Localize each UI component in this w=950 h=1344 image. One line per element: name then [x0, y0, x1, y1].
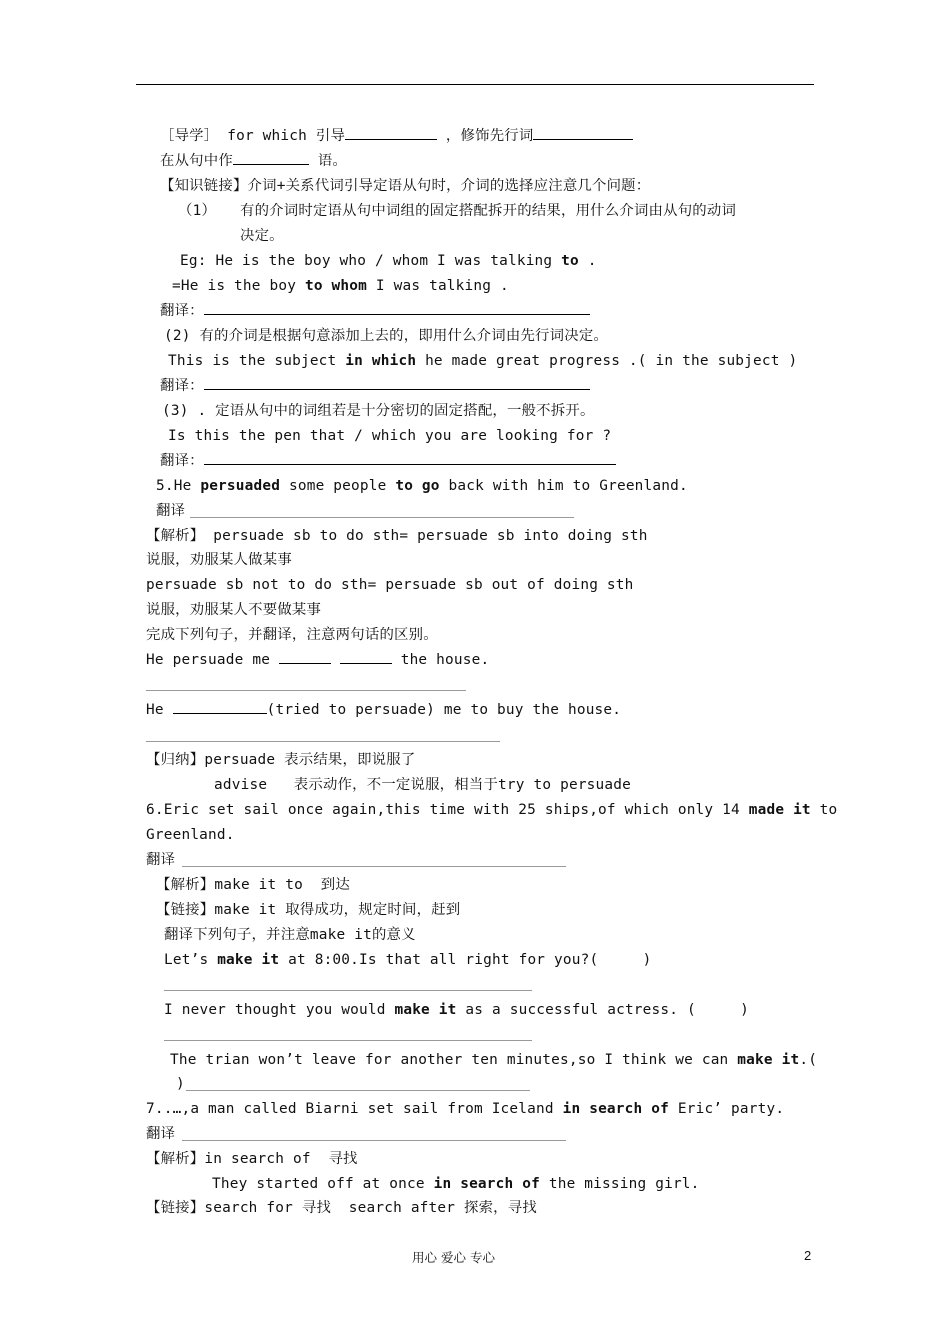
text: as a successful actress. ( ) — [456, 1002, 750, 1018]
bold-text: to go — [395, 478, 440, 494]
line-analysis-1: 【解析】 persuade sb to do sth= persuade sb into doing sth — [146, 528, 648, 544]
line-example-3 — [168, 352, 797, 370]
text: Eric’ party. — [668, 1101, 785, 1117]
line-point-2: (2) 有的介词是根据句意添加上去的，即用什么介词由先行词决定。 — [164, 328, 608, 344]
text: ，修饰先行词 — [437, 128, 534, 144]
line-example-4: Is this the pen that / which you are looking for ? — [168, 428, 612, 444]
line-translate-5-label: 翻译 — [146, 852, 176, 868]
line-summary-advise: advise 表示动作，不一定说服，相当于try to persuade — [214, 777, 632, 793]
text: at 8:00.Is that all right for you?( ) — [279, 952, 652, 968]
line-item-5 — [156, 477, 688, 495]
translation-line[interactable] — [164, 1040, 532, 1041]
text: .( — [799, 1052, 818, 1068]
line-point-1-cont: 决定。 — [240, 228, 284, 244]
blank[interactable] — [279, 651, 331, 664]
header-rule — [136, 84, 814, 85]
text: back with him to Greenland. — [439, 478, 688, 494]
line-analysis-1-cn: 说服，劝服某人做某事 — [146, 552, 292, 568]
text: 翻译： — [160, 378, 204, 394]
translation-line[interactable] — [190, 517, 574, 518]
line-link-make-it: 【链接】make it 取得成功，规定时间，赶到 — [156, 902, 461, 918]
line-item-6 — [146, 801, 837, 819]
bold-text: to whom — [304, 278, 368, 294]
line-analysis-make-it: 【解析】make it to 到达 — [156, 877, 350, 893]
text: Eg: He is the boy who / whom I was talking — [180, 253, 562, 269]
text: . — [578, 253, 597, 269]
line-guide — [160, 127, 633, 145]
text: he made great progress .( in the subject ) — [416, 353, 798, 369]
text: He — [146, 702, 173, 718]
translation-line[interactable] — [146, 741, 500, 742]
translation-line[interactable] — [182, 866, 566, 867]
line-knowledge-link: 【知识链接】介词+关系代词引导定语从句时，介词的选择应注意几个问题： — [160, 178, 651, 194]
bold-text: to — [561, 253, 579, 269]
line-translate-2 — [160, 377, 590, 395]
text: ［导学］ for which 引导 — [160, 128, 346, 144]
translation-blank[interactable] — [204, 452, 616, 465]
blank[interactable] — [533, 127, 633, 140]
blank[interactable] — [233, 152, 309, 165]
text: Let’s — [164, 952, 218, 968]
bold-text: made it — [748, 802, 811, 818]
text — [331, 652, 340, 668]
line-point-1-label: （1） — [178, 203, 217, 219]
line-link-search: 【链接】search for 寻找 search after 探索，寻找 — [146, 1200, 537, 1216]
translation-blank[interactable] — [204, 302, 590, 315]
line-sentence-3 — [170, 1051, 817, 1069]
text: the house. — [391, 652, 490, 668]
bold-text: make it — [394, 1002, 457, 1018]
blank[interactable] — [173, 701, 267, 714]
line-point-3: (3) . 定语从句中的词组若是十分密切的固定搭配，一般不拆开。 — [162, 403, 595, 419]
text: They started off at once — [212, 1176, 434, 1192]
text: the missing girl. — [539, 1176, 700, 1192]
line-item-6-cont: Greenland. — [146, 827, 235, 843]
bold-text: in which — [345, 353, 417, 369]
text: I never thought you would — [164, 1002, 395, 1018]
line-example-search — [212, 1175, 700, 1193]
text: =He is the boy — [172, 278, 305, 294]
line-item-7 — [146, 1100, 784, 1118]
text: 语。 — [308, 153, 348, 169]
line-translate-3 — [160, 452, 616, 470]
blank[interactable] — [345, 127, 437, 140]
line-sentence-2 — [164, 1001, 749, 1019]
line-translate-6-label: 翻译 — [146, 1126, 176, 1142]
text: 翻译： — [160, 453, 204, 469]
line-translate-4-label: 翻译 — [156, 503, 186, 519]
footer-motto: 用心 爱心 专心 — [412, 1250, 495, 1265]
text: He persuade me — [146, 652, 279, 668]
text: 7..…,a man called Biarni set sail from Iceland — [146, 1101, 563, 1117]
text: some people — [280, 478, 396, 494]
line-summary: 【归纳】persuade 表示结果，即说服了 — [146, 752, 416, 768]
line-sentence-1 — [164, 951, 652, 969]
bold-text: in search of — [562, 1101, 669, 1117]
blank[interactable] — [340, 651, 392, 664]
line-exercise-1 — [146, 651, 489, 669]
line-guide-2 — [160, 152, 347, 170]
bold-text: make it — [217, 952, 280, 968]
text: (tried to persuade) me to buy the house. — [266, 702, 622, 718]
translation-line[interactable] — [186, 1090, 530, 1091]
text: 6.Eric set sail once again,this time with 25 ships,of which only 14 — [146, 802, 749, 818]
line-analysis-2: persuade sb not to do sth= persuade sb out of doing sth — [146, 577, 634, 593]
line-exercise-2 — [146, 701, 621, 719]
line-translate-instruction: 翻译下列句子，并注意make it的意义 — [164, 927, 416, 943]
bold-text: in search of — [433, 1176, 540, 1192]
translation-blank[interactable] — [204, 377, 590, 390]
bold-text: persuaded — [200, 478, 281, 494]
line-exercise-instruction: 完成下列句子，并翻译，注意两句话的区别。 — [146, 627, 438, 643]
text: This is the subject — [168, 353, 346, 369]
line-example-2 — [172, 277, 509, 295]
line-analysis-search: 【解析】in search of 寻找 — [146, 1151, 358, 1167]
line-point-1: 有的介词时定语从句中词组的固定搭配拆开的结果，用什么介词由从句的动词 — [240, 203, 737, 219]
line-translate-1 — [160, 302, 590, 320]
page-number: 2 — [804, 1248, 812, 1263]
line-example-1 — [180, 252, 597, 270]
translation-line[interactable] — [182, 1140, 566, 1141]
translation-line[interactable] — [164, 990, 532, 991]
text: 5.He — [156, 478, 201, 494]
text: to — [810, 802, 838, 818]
line-analysis-2-cn: 说服，劝服某人不要做某事 — [146, 602, 322, 618]
text: The trian won’t leave for another ten minutes,so I think we can — [170, 1052, 738, 1068]
bold-text: make it — [737, 1052, 800, 1068]
translation-line[interactable] — [146, 690, 466, 691]
text: 在从句中作 — [160, 153, 233, 169]
text: 翻译： — [160, 303, 204, 319]
line-sentence-3-cont: ) — [176, 1076, 185, 1092]
text: I was talking . — [367, 278, 509, 294]
